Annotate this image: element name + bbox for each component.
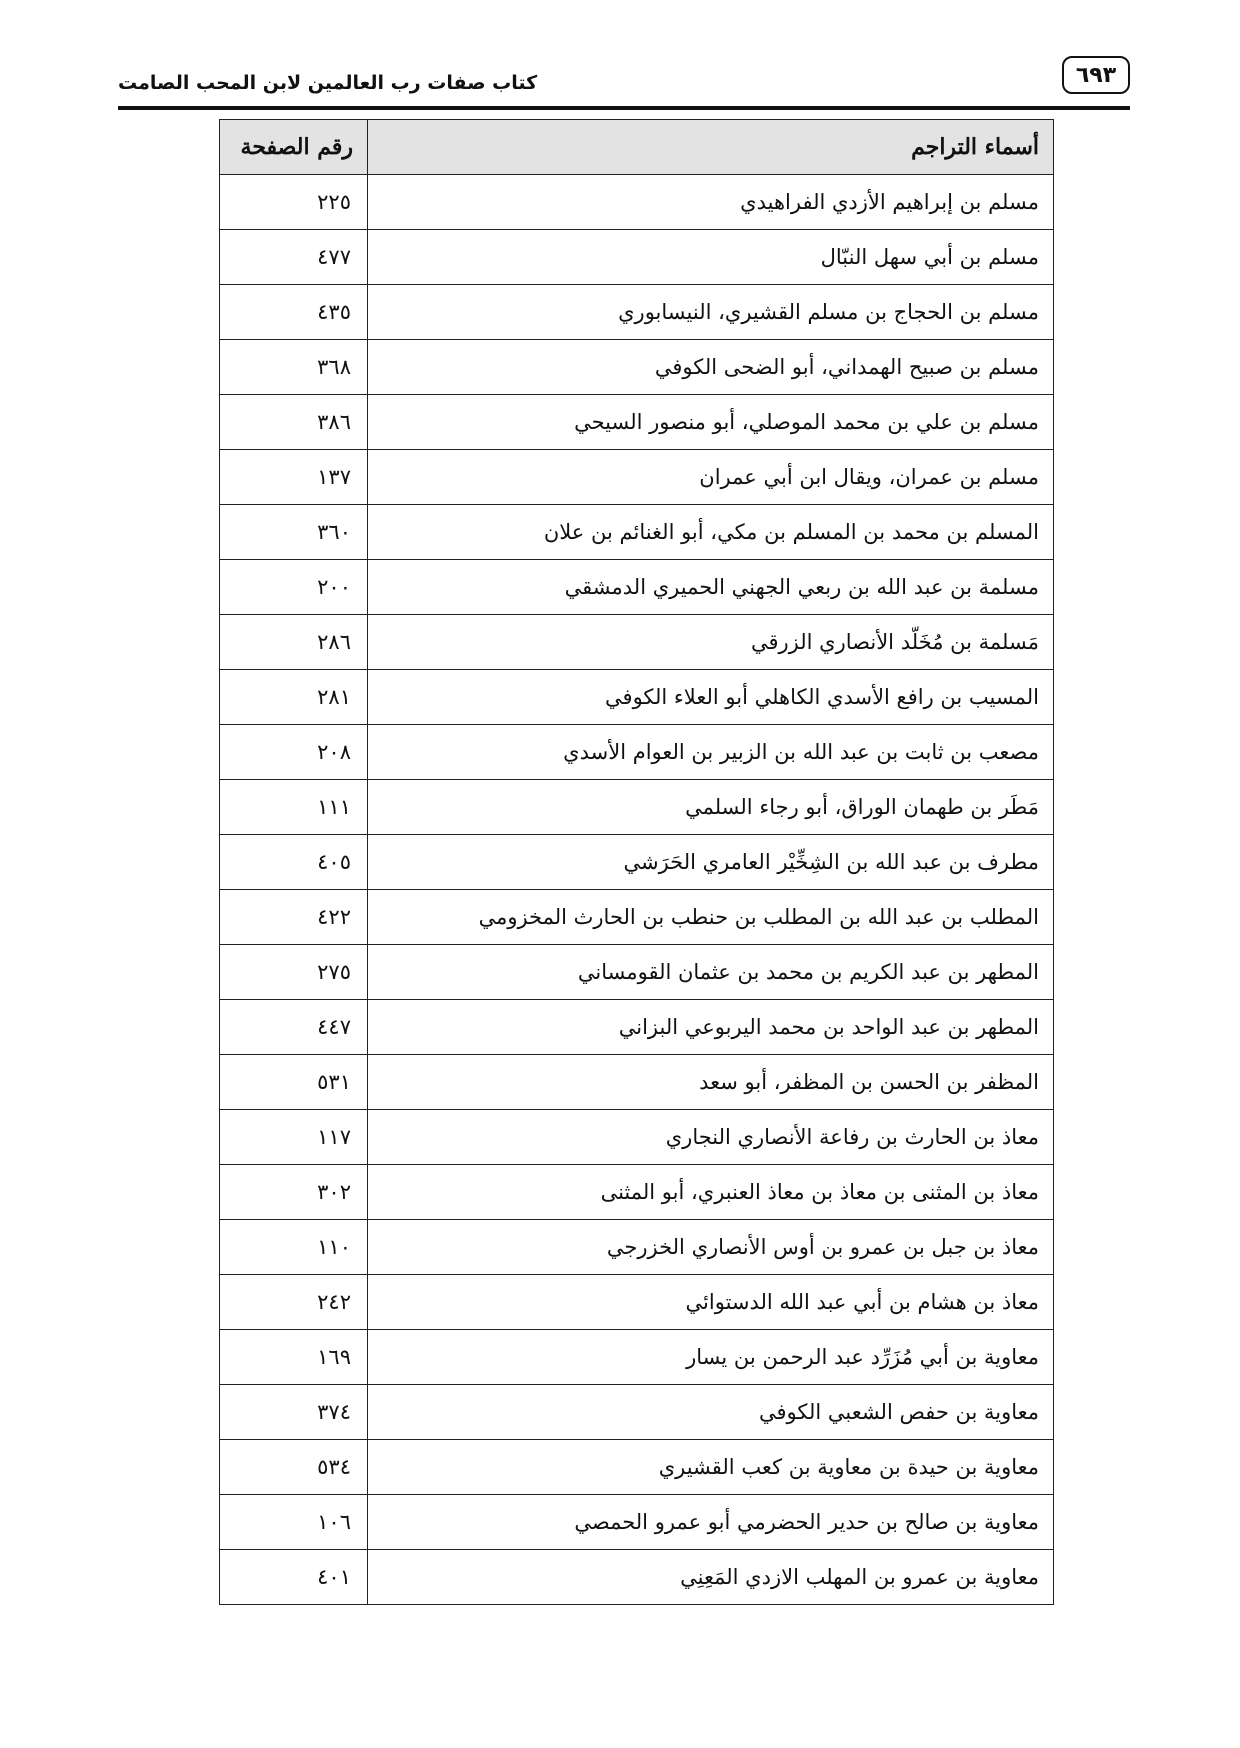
table-row — [220, 615, 1054, 670]
page-number-cell: ٥٣١ — [220, 1055, 368, 1110]
table-row — [220, 1275, 1054, 1330]
biography-name-cell: معاذ بن جبل بن عمرو بن أوس الأنصاري الخزرجي — [368, 1220, 1054, 1275]
biography-name-cell: مسلم بن عمران، ويقال ابن أبي عمران — [368, 450, 1054, 505]
table-row — [220, 1220, 1054, 1275]
table-row — [220, 450, 1054, 505]
biography-name-cell: مصعب بن ثابت بن عبد الله بن الزبير بن العوام الأسدي — [368, 725, 1054, 780]
table-row — [220, 1330, 1054, 1385]
page-number-cell: ٤٠٥ — [220, 835, 368, 890]
biography-name-cell: المظفر بن الحسن بن المظفر، أبو سعد — [368, 1055, 1054, 1110]
biography-name-cell: مسلم بن علي بن محمد الموصلي، أبو منصور السيحي — [368, 395, 1054, 450]
biography-name-cell: مسلم بن صبيح الهمداني، أبو الضحى الكوفي — [368, 340, 1054, 395]
table-row — [220, 1110, 1054, 1165]
biography-name-cell: معاذ بن هشام بن أبي عبد الله الدستوائي — [368, 1275, 1054, 1330]
page-number-cell: ٣٦٠ — [220, 505, 368, 560]
biography-name-cell: معاوية بن حفص الشعبي الكوفي — [368, 1385, 1054, 1440]
page-number-cell: ٤٢٢ — [220, 890, 368, 945]
table-row — [220, 175, 1054, 230]
page-number-cell: ١٣٧ — [220, 450, 368, 505]
column-header-page: رقم الصفحة — [220, 120, 368, 175]
page-number-cell: ٤٣٥ — [220, 285, 368, 340]
table-row — [220, 1385, 1054, 1440]
page-number-cell: ٢٧٥ — [220, 945, 368, 1000]
table-row — [220, 230, 1054, 285]
page-number-cell: ٢٠٠ — [220, 560, 368, 615]
table-row — [220, 780, 1054, 835]
table-row — [220, 340, 1054, 395]
biography-name-cell: معاوية بن عمرو بن المهلب الازدي المَعِنِي — [368, 1550, 1054, 1605]
page-number-cell: ٢٢٥ — [220, 175, 368, 230]
page-number-cell: ٥٣٤ — [220, 1440, 368, 1495]
page-number-cell: ٣٦٨ — [220, 340, 368, 395]
table-row — [220, 505, 1054, 560]
page-number-cell: ٤٤٧ — [220, 1000, 368, 1055]
page-number-cell: ٤٠١ — [220, 1550, 368, 1605]
biography-name-cell: المطهر بن عبد الواحد بن محمد اليربوعي البزاني — [368, 1000, 1054, 1055]
table-row — [220, 1055, 1054, 1110]
table-row — [220, 670, 1054, 725]
table-row — [220, 395, 1054, 450]
page-number-cell: ١١٧ — [220, 1110, 368, 1165]
table-row — [220, 285, 1054, 340]
biography-name-cell: مسلم بن أبي سهل النبّال — [368, 230, 1054, 285]
table-row — [220, 1000, 1054, 1055]
table-row — [220, 1550, 1054, 1605]
book-title: كتاب صفات رب العالمين لابن المحب الصامت — [118, 72, 538, 94]
page-number-cell: ٢٤٢ — [220, 1275, 368, 1330]
biography-name-cell: معاذ بن الحارث بن رفاعة الأنصاري النجاري — [368, 1110, 1054, 1165]
biography-name-cell: مطرف بن عبد الله بن الشِخِّيْر العامري الحَرَشي — [368, 835, 1054, 890]
page-number-cell: ١١٠ — [220, 1220, 368, 1275]
table-row — [220, 1495, 1054, 1550]
page-number-cell: ٢٠٨ — [220, 725, 368, 780]
biography-name-cell: مَطَر بن طهمان الوراق، أبو رجاء السلمي — [368, 780, 1054, 835]
header-divider — [118, 106, 1130, 110]
page-number-cell: ١٠٦ — [220, 1495, 368, 1550]
biography-name-cell: معاوية بن صالح بن حدير الحضرمي أبو عمرو الحمصي — [368, 1495, 1054, 1550]
table-row — [220, 835, 1054, 890]
biography-name-cell: مسلم بن إبراهيم الأزدي الفراهيدي — [368, 175, 1054, 230]
table-row — [220, 890, 1054, 945]
table-row — [220, 560, 1054, 615]
table-body — [220, 175, 1054, 1605]
biography-name-cell: مسلمة بن عبد الله بن ربعي الجهني الحميري الدمشقي — [368, 560, 1054, 615]
table-row — [220, 1165, 1054, 1220]
table-row — [220, 945, 1054, 1000]
table-row — [220, 725, 1054, 780]
biography-name-cell: مسلم بن الحجاج بن مسلم القشيري، النيسابوري — [368, 285, 1054, 340]
biography-name-cell: المطلب بن عبد الله بن المطلب بن حنطب بن الحارث المخزومي — [368, 890, 1054, 945]
biography-name-cell: معاوية بن حيدة بن معاوية بن كعب القشيري — [368, 1440, 1054, 1495]
page-number: ٦٩٣ — [1062, 56, 1130, 94]
page-number-cell: ٣٠٢ — [220, 1165, 368, 1220]
page-number-cell: ٤٧٧ — [220, 230, 368, 285]
column-header-names: أسماء التراجم — [368, 120, 1054, 175]
biography-name-cell: معاذ بن المثنى بن معاذ بن معاذ العنبري، أبو المثنى — [368, 1165, 1054, 1220]
page-number-cell: ١٦٩ — [220, 1330, 368, 1385]
biography-name-cell: المسلم بن محمد بن المسلم بن مكي، أبو الغنائم بن علان — [368, 505, 1054, 560]
biography-name-cell: معاوية بن أبي مُزَرِّد عبد الرحمن بن يسار — [368, 1330, 1054, 1385]
page-number-cell: ٢٨٦ — [220, 615, 368, 670]
biographies-index-table — [219, 119, 1054, 1605]
table-row — [220, 1440, 1054, 1495]
page-number-cell: ٣٨٦ — [220, 395, 368, 450]
biography-name-cell: المسيب بن رافع الأسدي الكاهلي أبو العلاء الكوفي — [368, 670, 1054, 725]
page-number-cell: ٢٨١ — [220, 670, 368, 725]
biography-name-cell: المطهر بن عبد الكريم بن محمد بن عثمان القومساني — [368, 945, 1054, 1000]
page-number-cell: ١١١ — [220, 780, 368, 835]
page-number-cell: ٣٧٤ — [220, 1385, 368, 1440]
biography-name-cell: مَسلمة بن مُخَلّد الأنصاري الزرقي — [368, 615, 1054, 670]
page-header — [118, 56, 1130, 108]
table-header-row — [220, 120, 1054, 175]
